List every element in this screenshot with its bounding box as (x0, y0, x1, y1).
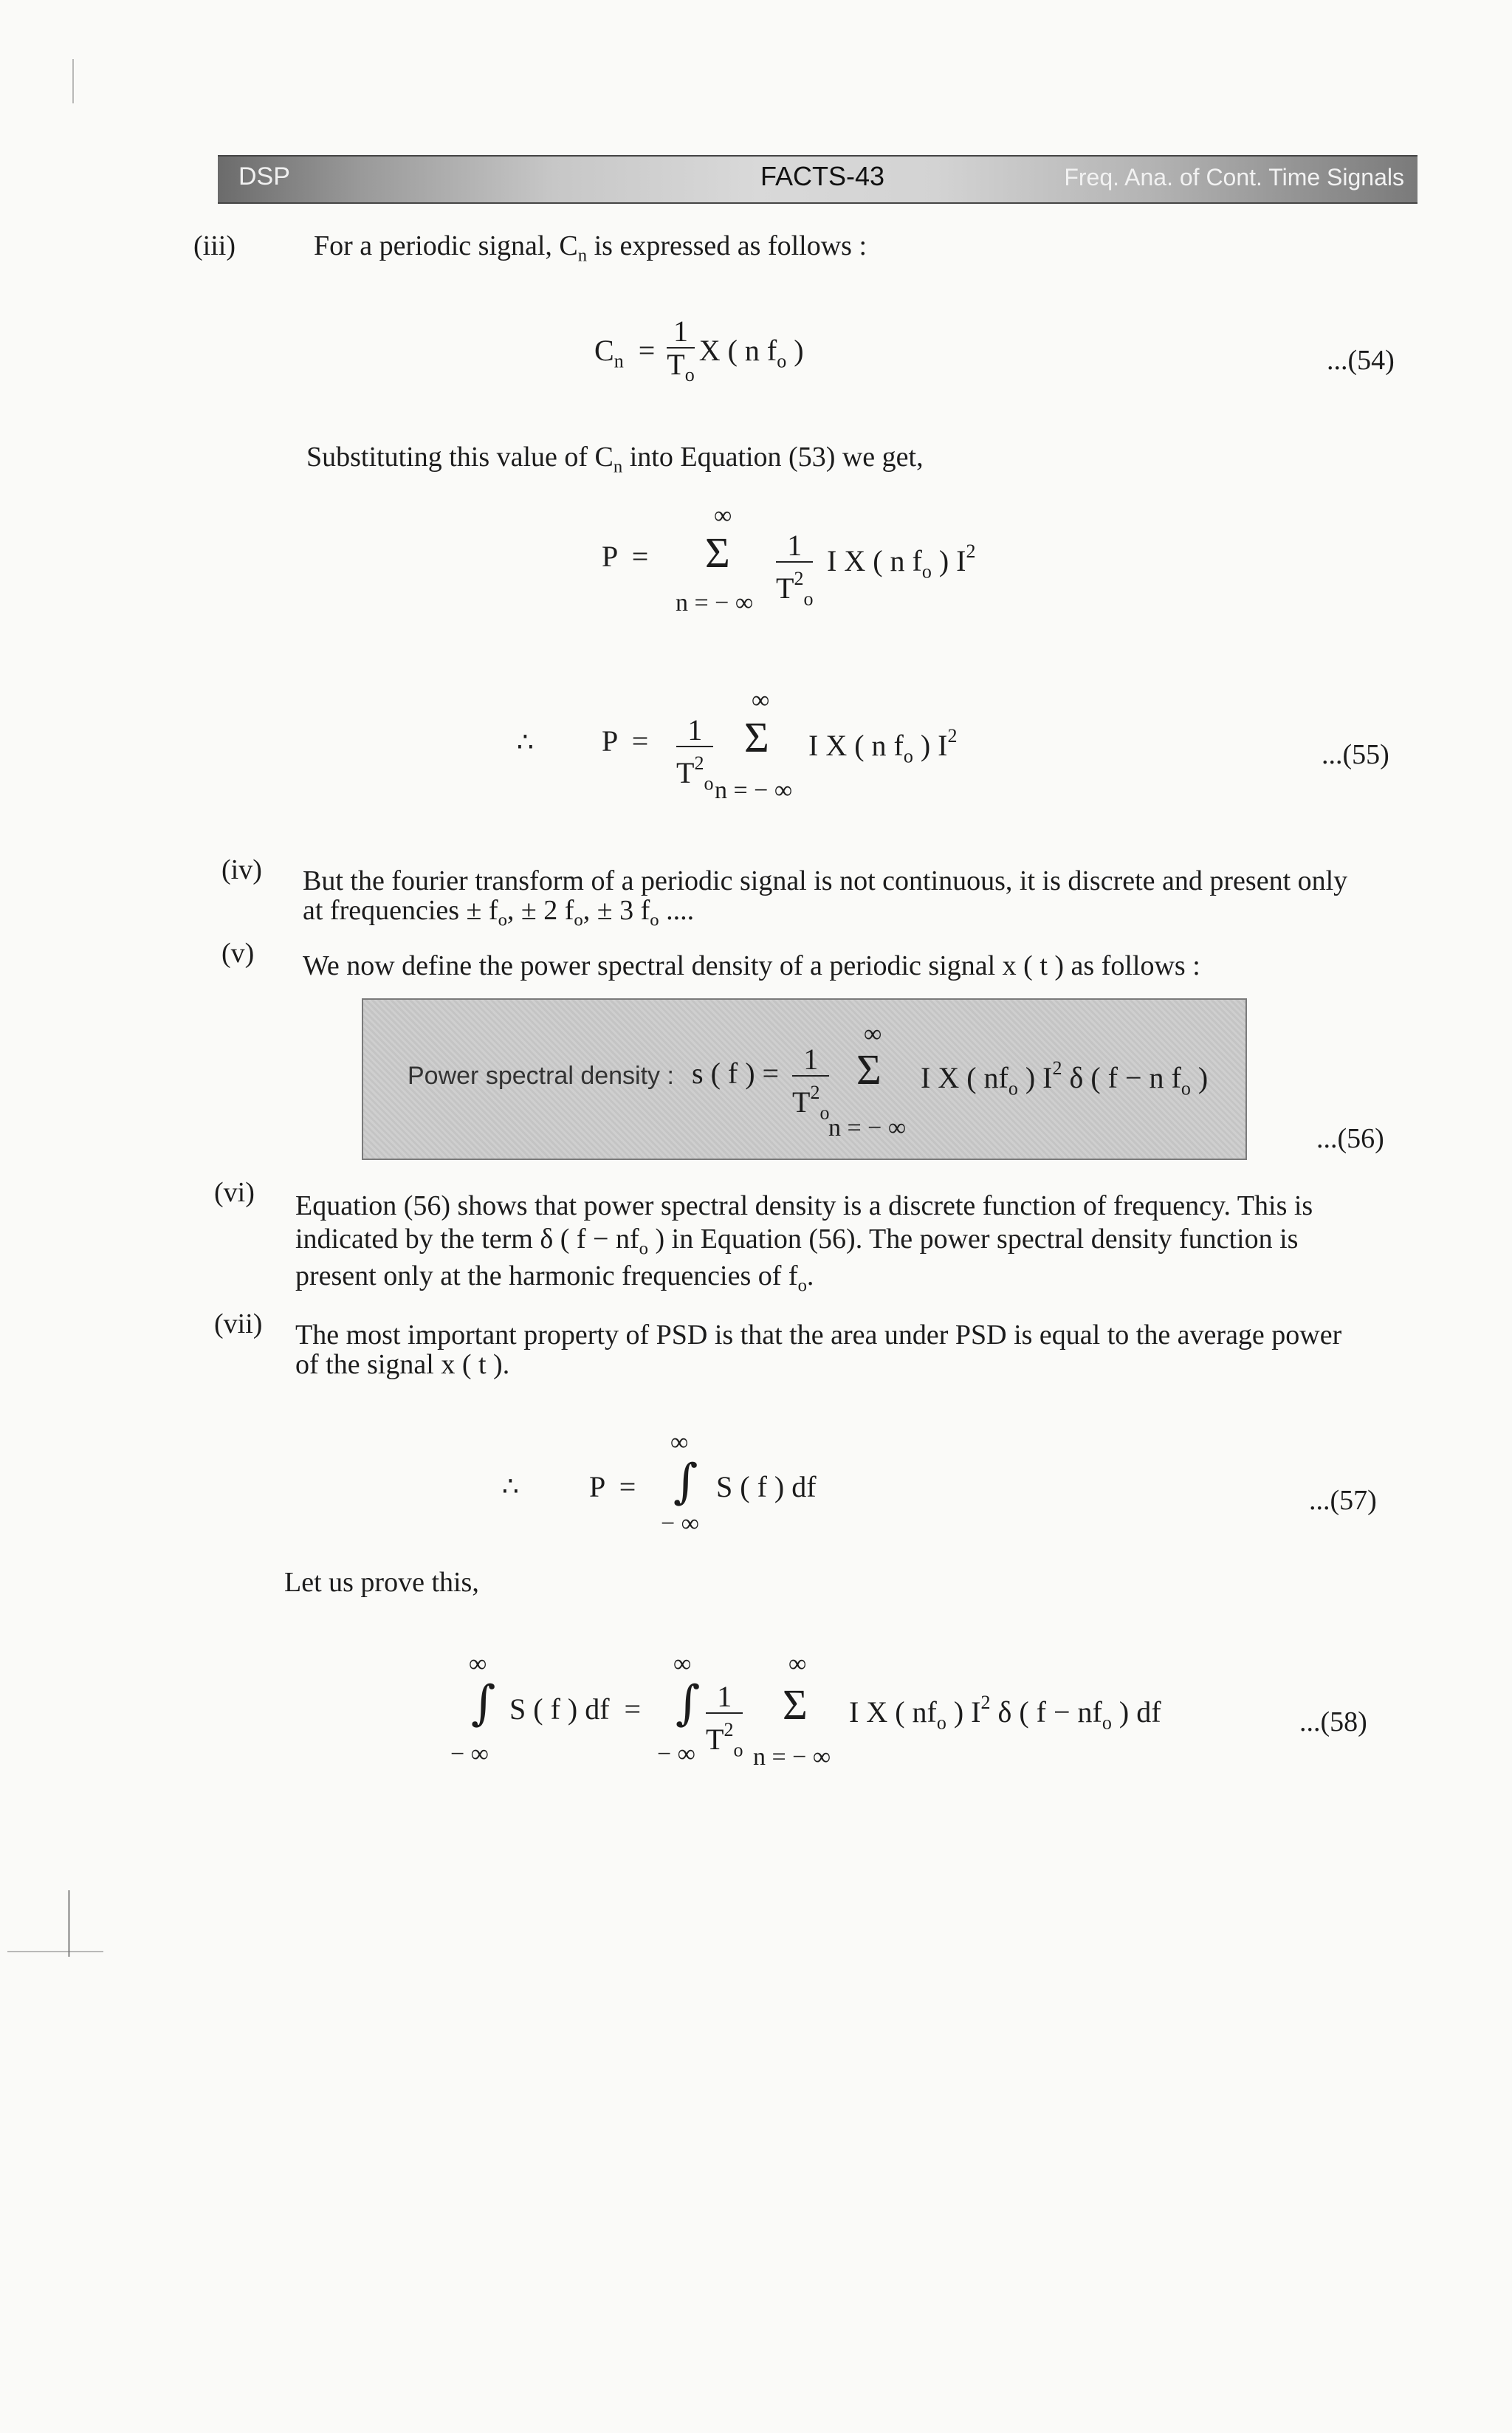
equation-power-sum: ∞ P = Σ $\frac{1}{T^2_o}$ I X ( n $f_o$ ) $I^2$ n = − ∞ (602, 502, 976, 617)
equation-number-55: ...(55) (1322, 739, 1389, 770)
header-section-title: Freq. Ana. of Cont. Time Signals (1064, 164, 1404, 191)
equation-number-58: ...(58) (1299, 1706, 1367, 1737)
item-marker-v: (v) (221, 938, 255, 969)
scan-mark (68, 1890, 70, 1957)
let-us-prove-text: Let us prove this, (284, 1567, 479, 1598)
item-text-iii: For a periodic signal, $C_n$ is expressed as follows : (314, 230, 867, 266)
equation-57: ∴ P = ∞ ∫ S ( f ) df − ∞ (502, 1429, 817, 1537)
equation-58: ∞ ∫ S ( f ) df = ∞ ∫ $\frac{1}{T^2_o}$ ∞ Σ I X ( $nf_o$ ) $I^2$ δ ( $f - nf_o$ ) df − ∞ − ∞ n = − ∞ (450, 1650, 1161, 1771)
item-text-vi-line2: indicated by the term δ ( $f - nf_o$ ) in Equation (56). The power spectral density function is (295, 1224, 1299, 1259)
equation-number-54: ...(54) (1327, 345, 1395, 376)
item-marker-vii: (vii) (214, 1308, 263, 1339)
psd-definition-box: Power spectral density : s ( f ) = $\frac{1}{T^2_o}$ ∞ Σ I X ( $nf_o$ ) $I^2$ δ ( f − n $f_o$ ) n = − ∞ (362, 998, 1247, 1160)
scan-mark (7, 1951, 103, 1952)
item-text-iv-line2: at frequencies ± $f_o$, ± 2 $f_o$, ± 3 $f_o$ .... (303, 895, 695, 930)
equation-number-56: ...(56) (1316, 1123, 1384, 1154)
substituting-text: Substituting this value of $C_n$ into Equation (53) we get, (306, 442, 924, 477)
item-text-iv-line1: But the fourier transform of a periodic signal is not continuous, it is discrete and present only (303, 865, 1348, 896)
scan-mark (72, 59, 74, 103)
equation-number-57: ...(57) (1309, 1485, 1377, 1516)
equation-55: ∴ P = $\frac{1}{T^2_o}$ ∞ Σ I X ( n $f_o$ ) $I^2$ n = − ∞ (517, 687, 958, 804)
item-text-vi-line1: Equation (56) shows that power spectral density is a discrete function of frequency. This is (295, 1190, 1313, 1221)
header-page-number: FACTS-43 (760, 161, 885, 191)
item-marker-iv: (iv) (221, 854, 262, 885)
psd-label: Power spectral density : (408, 1062, 674, 1090)
equation-54: $C_n$ = $\frac{1}{T_o}$ X ( n $f_o$ ) (594, 315, 804, 386)
item-marker-iii: (iii) (193, 230, 236, 261)
header-left-label: DSP (238, 162, 290, 191)
item-text-vii-line1: The most important property of PSD is that the area under PSD is equal to the average power (295, 1320, 1342, 1351)
item-marker-vi: (vi) (214, 1177, 255, 1208)
item-text-vii-line2: of the signal x ( t ). (295, 1349, 510, 1380)
item-text-v: We now define the power spectral density of a periodic signal x ( t ) as follows : (303, 950, 1200, 981)
item-text-vi-line3: present only at the harmonic frequencies of $f_o$. (295, 1260, 814, 1296)
page-header-bar (218, 155, 1418, 204)
